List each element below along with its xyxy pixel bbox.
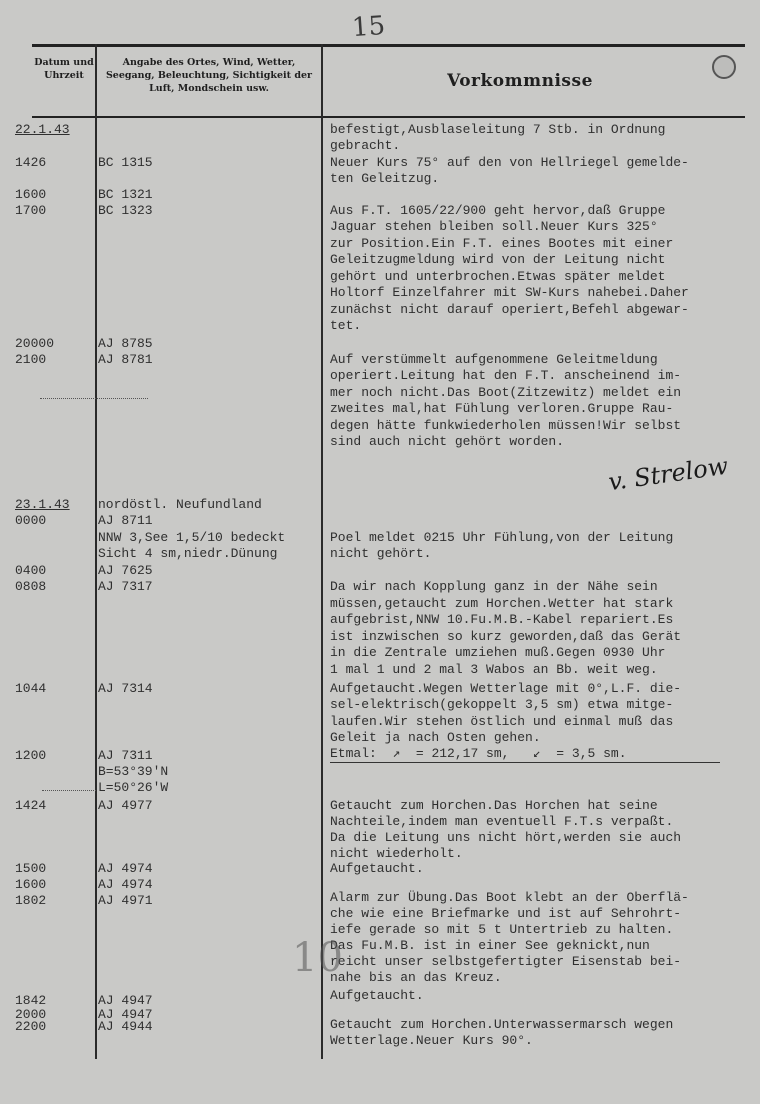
position-entry: BC 1321 [98,187,153,202]
log-line: iefe gerade so mit 5 t Untertrieb zu halten. [330,922,674,937]
log-line: operiert.Leitung hat den F.T. anscheinend im- [330,368,682,383]
log-line: nicht gehört. [330,546,432,561]
position-entry: nordöstl. Neufundland [98,497,262,512]
position-entry: AJ 7625 [98,563,153,578]
log-line: ist inzwischen so kurz geworden,daß das Gerät [330,629,682,644]
position-entry: AJ 7311 [98,748,153,763]
time-entry: 2000 [15,1007,47,1022]
log-line: degen hätte funkwiederholen müssen!Wir selbst [330,418,682,433]
log-line: 1 mal 1 und 2 mal 3 Wabos an Bb. weit weg. [330,662,658,677]
weather-entry: Sicht 4 sm,niedr.Dünung [98,546,278,561]
position-entry: AJ 4977 [98,798,153,813]
position-entry: AJ 7317 [98,579,153,594]
log-line: Geleitzugmeldung wird von der Leitung nicht [330,252,666,267]
log-line: befestigt,Ausblaseleitung 7 Stb. in Ordnung [330,122,666,137]
time-entry: 0000 [15,513,47,528]
log-line: che wie eine Briefmarke und ist auf Sehrohrt- [330,906,682,921]
time-entry: 1426 [15,155,47,170]
time-entry: 2200 [15,1019,47,1034]
log-line: nicht wiederholt. [330,846,463,861]
log-line: tet. [330,318,362,333]
position-entry: AJ 4974 [98,861,153,876]
log-line: Wetterlage.Neuer Kurs 90°. [330,1033,533,1048]
time-entry: 1200 [15,748,47,763]
time-entry: 20000 [15,336,55,351]
time-entry: 1600 [15,187,47,202]
log-line: Da wir nach Kopplung ganz in der Nähe sein [330,579,658,594]
time-entry: 1700 [15,203,47,218]
log-line: zweites mal,hat Fühlung verloren.Gruppe Rau- [330,401,674,416]
log-line: Auf verstümmelt aufgenommene Geleitmeldung [330,352,658,367]
log-line: Das Fu.M.B. ist in einer See geknickt,nun [330,938,650,953]
log-line: ten Geleitzug. [330,171,440,186]
column-divider-2 [321,44,323,1059]
position-entry: AJ 7314 [98,681,153,696]
log-line: gehört und unterbrochen.Etwas später meldet [330,269,666,284]
position-entry: AJ 4944 [98,1019,153,1034]
log-line: reicht unser selbstgefertigter Eisenstab bei- [330,954,682,969]
header-top-rule [32,44,745,47]
position-entry: AJ 4947 [98,1007,153,1022]
time-entry: 1500 [15,861,47,876]
time-entry: 0400 [15,563,47,578]
log-line: Poel meldet 0215 Uhr Fühlung,von der Leitung [330,530,674,545]
log-line: Nachteile,indem man eventuell F.T.s verpaßt. [330,814,674,829]
header-col-ort: Angabe des Ortes, Wind, Wetter, Seegang, Beleuchtung, Sichtigkeit der Luft, Mondschein usw. [105,57,313,94]
time-entry: 1802 [15,893,47,908]
etmal-line: Etmal: ↗ = 212,17 sm, ↙ = 3,5 sm. [330,746,720,763]
page-number: 15 [350,10,387,44]
log-line: Jaguar stehen bleiben soll.Neuer Kurs 325° [330,219,658,234]
latitude-entry: B=53°39'N [98,764,169,779]
date-entry: 23.1.43 [15,497,70,512]
dotted-separator [40,398,148,399]
position-entry: AJ 8785 [98,336,153,351]
log-line: Geleit ja nach Osten gehen. [330,730,541,745]
log-line: zur Position.Ein F.T. eines Bootes mit einer [330,236,674,251]
time-entry: 0808 [15,579,47,594]
column-divider-1 [95,44,97,1059]
log-line: Getaucht zum Horchen.Das Horchen hat seine [330,798,658,813]
time-entry: 2100 [15,352,47,367]
log-line: Holtorf Einzelfahrer mit SW-Kurs nahebei.Daher [330,285,689,300]
dotted-separator [42,790,96,791]
position-entry: AJ 8711 [98,513,153,528]
log-line: Aufgetaucht. [330,988,424,1003]
log-line: müssen,getaucht zum Horchen.Wetter hat stark [330,596,674,611]
log-line: Neuer Kurs 75° auf den von Hellriegel gemelde- [330,155,689,170]
signature: v. Strelow [606,451,730,497]
log-line: gebracht. [330,138,401,153]
weather-entry: NNW 3,See 1,5/10 bedeckt [98,530,286,545]
header-col-datum: Datum und Uhrzeit [34,57,94,81]
date-entry: 22.1.43 [15,122,70,137]
log-line: aufgebrist,NNW 10.Fu.M.B.-Kabel repariert.Es [330,612,674,627]
log-line: sind auch nicht gehört worden. [330,434,565,449]
log-line: in die Zentrale umziehen muß.Gegen 0930 Uhr [330,645,666,660]
log-line: Aus F.T. 1605/22/900 geht hervor,daß Gruppe [330,203,666,218]
log-line: laufen.Wir stehen östlich und einmal muß das [330,714,674,729]
log-line: Alarm zur Übung.Das Boot klebt an der Oberflä- [330,890,689,905]
time-entry: 1424 [15,798,47,813]
position-entry: BC 1315 [98,155,153,170]
log-line: Aufgetaucht.Wegen Wetterlage mit 0°,L.F. die- [330,681,682,696]
position-entry: AJ 4971 [98,893,153,908]
log-line: zunächst nicht darauf operiert,Befehl abgewar- [330,302,689,317]
log-line: Aufgetaucht. [330,861,424,876]
position-entry: AJ 4974 [98,877,153,892]
log-line: nahe bis an das Kreuz. [330,970,502,985]
time-entry: 1600 [15,877,47,892]
log-line: sel-elektrisch(gekoppelt 3,5 sm) etwa mitge- [330,697,674,712]
margin-pencil-note: 10 [292,935,343,981]
log-line: Getaucht zum Horchen.Unterwassermarsch wegen [330,1017,674,1032]
position-entry: BC 1323 [98,203,153,218]
punch-hole-icon [712,55,736,79]
log-line: mer noch nicht.Das Boot(Zitzewitz) meldet ein [330,385,682,400]
header-bottom-rule [32,116,745,118]
longitude-entry: L=50°26'W [98,780,169,795]
time-entry: 1044 [15,681,47,696]
time-entry: 1842 [15,993,47,1008]
header-col-vorkommnisse: Vorkommnisse [447,71,593,91]
position-entry: AJ 4947 [98,993,153,1008]
log-line: Da die Leitung uns nicht hört,werden sie auch [330,830,682,845]
position-entry: AJ 8781 [98,352,153,367]
